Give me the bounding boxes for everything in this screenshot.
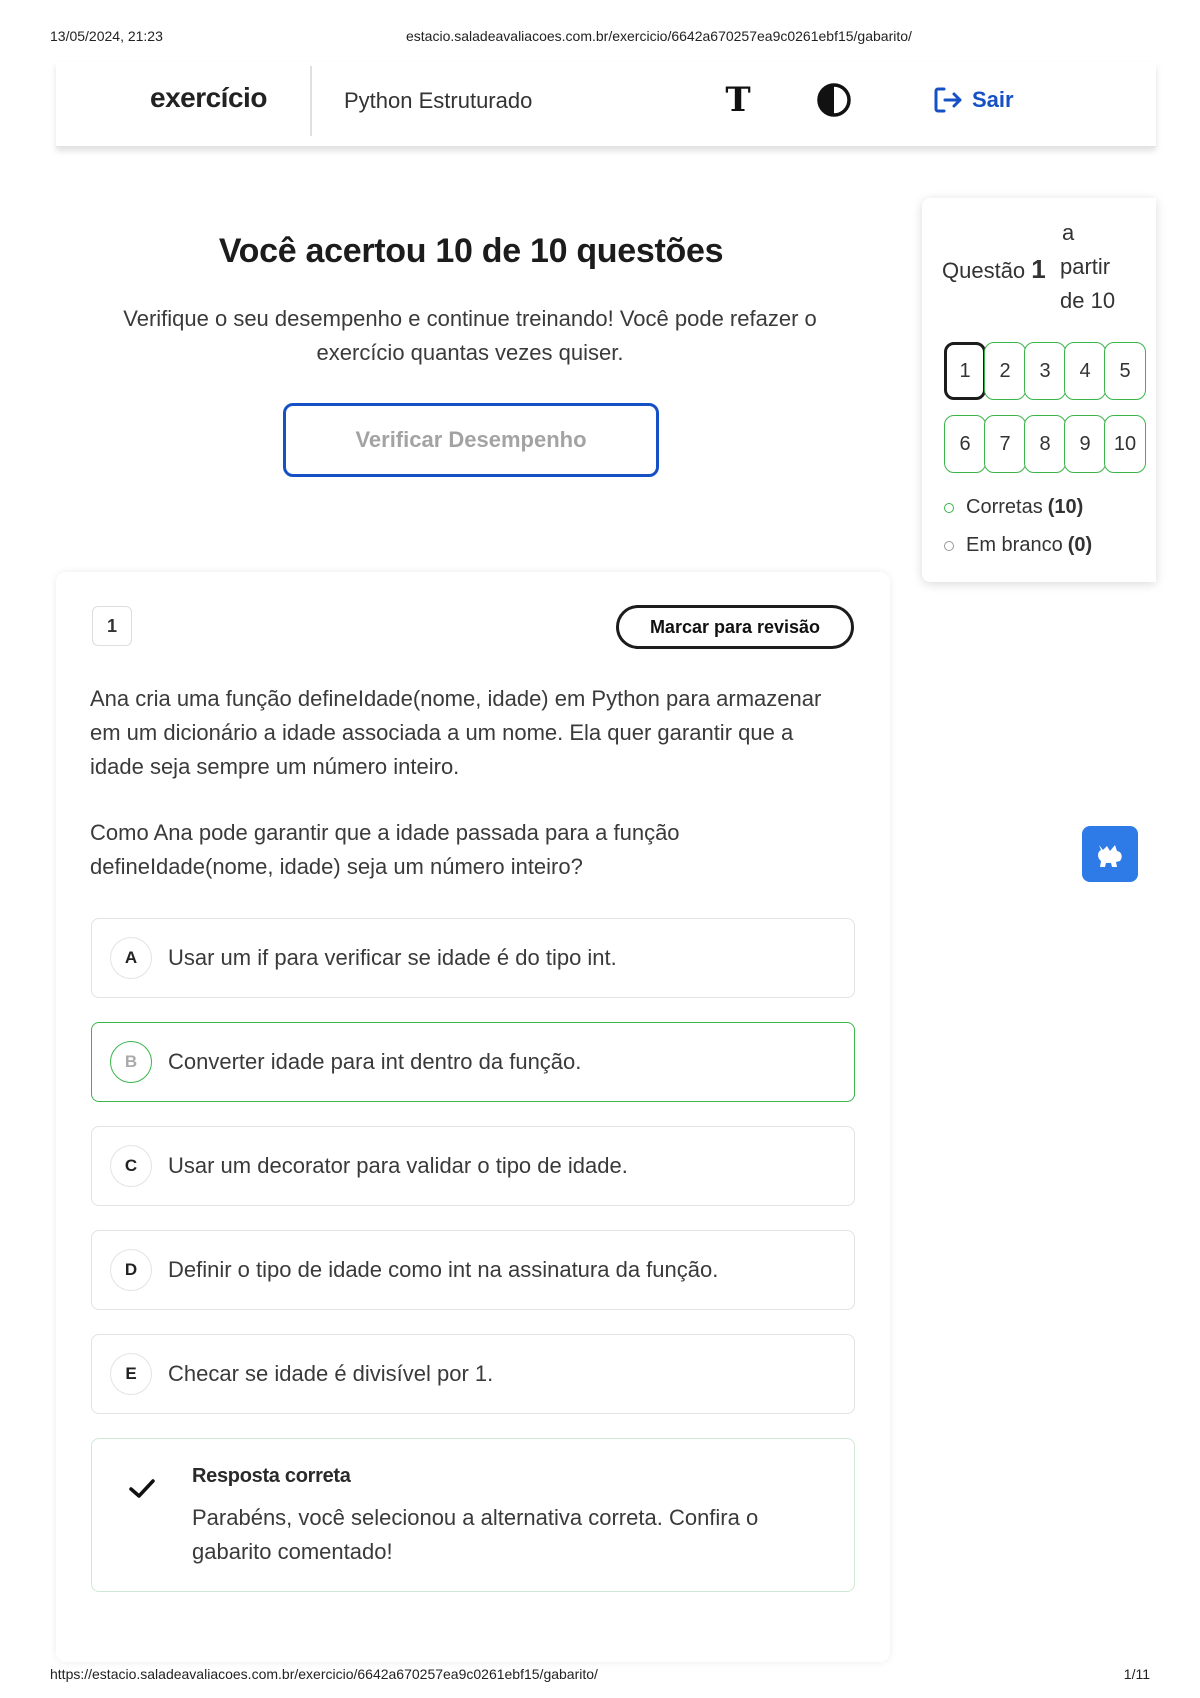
option-b-correct[interactable] [91, 1022, 855, 1102]
verify-performance-button[interactable]: Verificar Desempenho [283, 403, 659, 477]
mascot-icon [1093, 837, 1127, 871]
navigator-total: de 10 [1060, 288, 1116, 313]
logout-label: Sair [972, 87, 1014, 112]
print-datetime: 13/05/2024, 21:23 [50, 28, 163, 44]
question-grid [944, 342, 1156, 488]
option-text: Definir o tipo de idade como int na assinatura da função. [168, 1257, 719, 1282]
result-title: Você acertou 10 de 10 questões [218, 232, 724, 270]
legend-correct-label: Corretas [966, 496, 1043, 518]
option-e[interactable] [91, 1334, 855, 1414]
print-footer [50, 1666, 1150, 1686]
legend-blank-count: (0) [1067, 534, 1093, 556]
mark-for-review-button[interactable]: Marcar para revisão [616, 605, 854, 649]
navigator-questao-word: Questão [942, 258, 1026, 283]
navigator-partir-word: partir [1060, 254, 1111, 279]
result-subtitle: Verifique o seu desempenho e continue treinando! Você pode refazer o exercício quantas vezes quiser. [123, 306, 817, 365]
legend-blank-label: Em branco [966, 534, 1063, 556]
brand-logo[interactable]: exercício [150, 82, 267, 113]
print-url: estacio.saladeavaliacoes.com.br/exercicio/6642a670257ea9c0261ebf15/gabarito/ [406, 28, 912, 44]
navigator-a-word: a [1062, 220, 1075, 245]
navigator-current: 1 [1031, 254, 1046, 284]
option-letter: A [110, 937, 152, 979]
option-letter: E [110, 1353, 152, 1395]
option-letter: C [110, 1145, 152, 1187]
option-a[interactable] [91, 918, 855, 998]
course-title: Python Estruturado [344, 88, 533, 113]
question-nav-1[interactable]: 1 [944, 342, 986, 400]
font-size-button[interactable]: T [725, 80, 751, 120]
option-letter: B [110, 1041, 152, 1083]
question-nav-7[interactable]: 7 [984, 415, 1026, 473]
option-letter: D [110, 1249, 152, 1291]
option-text: Usar um decorator para validar o tipo de idade. [168, 1153, 628, 1178]
question-navigator [922, 198, 1156, 582]
question-nav-4[interactable]: 4 [1064, 342, 1106, 400]
question-nav-3[interactable]: 3 [1024, 342, 1066, 400]
logout-icon [932, 84, 964, 116]
answer-feedback [91, 1438, 855, 1592]
feedback-title: Resposta correta [192, 1465, 351, 1487]
question-card [56, 572, 890, 1662]
option-d[interactable] [91, 1230, 855, 1310]
legend-correct [944, 496, 1083, 519]
option-text: Converter idade para int dentro da função. [168, 1049, 582, 1074]
question-nav-8[interactable]: 8 [1024, 415, 1066, 473]
question-number: 1 [92, 606, 132, 646]
feedback-text: Parabéns, você selecionou a alternativa correta. Confira o gabarito comentado! [192, 1505, 759, 1564]
question-nav-6[interactable]: 6 [944, 415, 986, 473]
question-stem-context: Ana cria uma função defineIdade(nome, idade) em Python para armazenar em um dicionário a idade associada a um nome. Ela quer garantir que a idade seja sempre um número inteiro. [90, 686, 822, 779]
contrast-icon [816, 82, 852, 118]
correct-dot-icon [944, 503, 954, 513]
option-text: Usar um if para verificar se idade é do tipo int. [168, 945, 617, 970]
divider [310, 66, 312, 136]
question-nav-2[interactable]: 2 [984, 342, 1026, 400]
checkmark-icon [128, 1477, 156, 1501]
logout-button[interactable] [932, 80, 1032, 120]
blank-dot-icon [944, 541, 954, 551]
option-c[interactable] [91, 1126, 855, 1206]
question-stem-prompt: Como Ana pode garantir que a idade passada para a função defineIdade(nome, idade) seja um número inteiro? [90, 820, 680, 879]
option-text: Checar se idade é divisível por 1. [168, 1361, 494, 1386]
top-bar [56, 62, 1156, 147]
footer-url: https://estacio.saladeavaliacoes.com.br/exercicio/6642a670257ea9c0261ebf15/gabarito/ [50, 1666, 598, 1682]
contrast-button[interactable] [814, 80, 854, 120]
question-nav-10[interactable]: 10 [1104, 415, 1146, 473]
help-button[interactable] [1082, 826, 1138, 882]
question-nav-9[interactable]: 9 [1064, 415, 1106, 473]
print-header [50, 28, 1150, 48]
legend-correct-count: (10) [1047, 496, 1084, 518]
legend-blank [944, 534, 1092, 557]
page-number: 1/11 [1123, 1666, 1150, 1682]
question-nav-5[interactable]: 5 [1104, 342, 1146, 400]
